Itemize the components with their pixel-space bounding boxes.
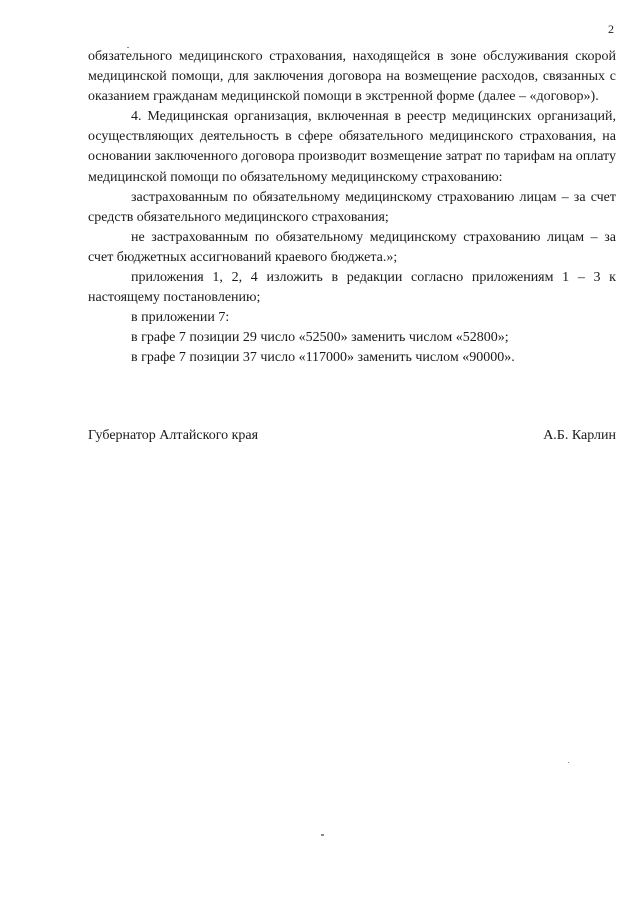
scan-speck [127, 47, 129, 48]
paragraph-position-37: в графе 7 позиции 37 число «117000» заменить числом «90000». [131, 350, 515, 366]
signatory-name: А.Б. Карлин [543, 428, 616, 443]
page-number: 2 [608, 22, 614, 36]
paragraph-appendices: приложения 1, 2, 4 изложить в редакции согласно приложениям 1 – 3 к настоящему постановлению; [88, 270, 616, 306]
scan-speck [568, 762, 569, 763]
paragraph-continuation: обязательного медицинского страхования, находящейся в зоне обслуживания скорой медицинской помощи, для заключения договора на возмещение расходов, связанных с оказанием гражданам медицинской помощи в экстренной форме (далее – «договор»). [88, 49, 616, 105]
paragraph-appendix-7: в приложении 7: [131, 310, 230, 326]
document-body [88, 47, 616, 369]
signatory-position: Губернатор Алтайского края [88, 428, 259, 443]
signature-block [88, 428, 616, 444]
scan-speck [321, 834, 324, 836]
paragraph-position-29: в графе 7 позиции 29 число «52500» заменить числом «52800»; [131, 330, 509, 346]
paragraph-uninsured: не застрахованным по обязательному медицинскому страхованию лицам – за счет бюджетных ассигнований краевого бюджета.»; [88, 229, 616, 265]
paragraph-insured: застрахованным по обязательному медицинскому страхованию лицам – за счет средств обязательного медицинского страхования; [88, 189, 616, 225]
paragraph-item-4: 4. Медицинская организация, включенная в реестр медицинских организаций, осуществляющих деятельность в сфере обязательного медицинского страхования, на основании заключенного договора производит возмещение затрат по тарифам на оплату медицинской помощи по обязательному медицинскому страхованию: [88, 109, 616, 185]
